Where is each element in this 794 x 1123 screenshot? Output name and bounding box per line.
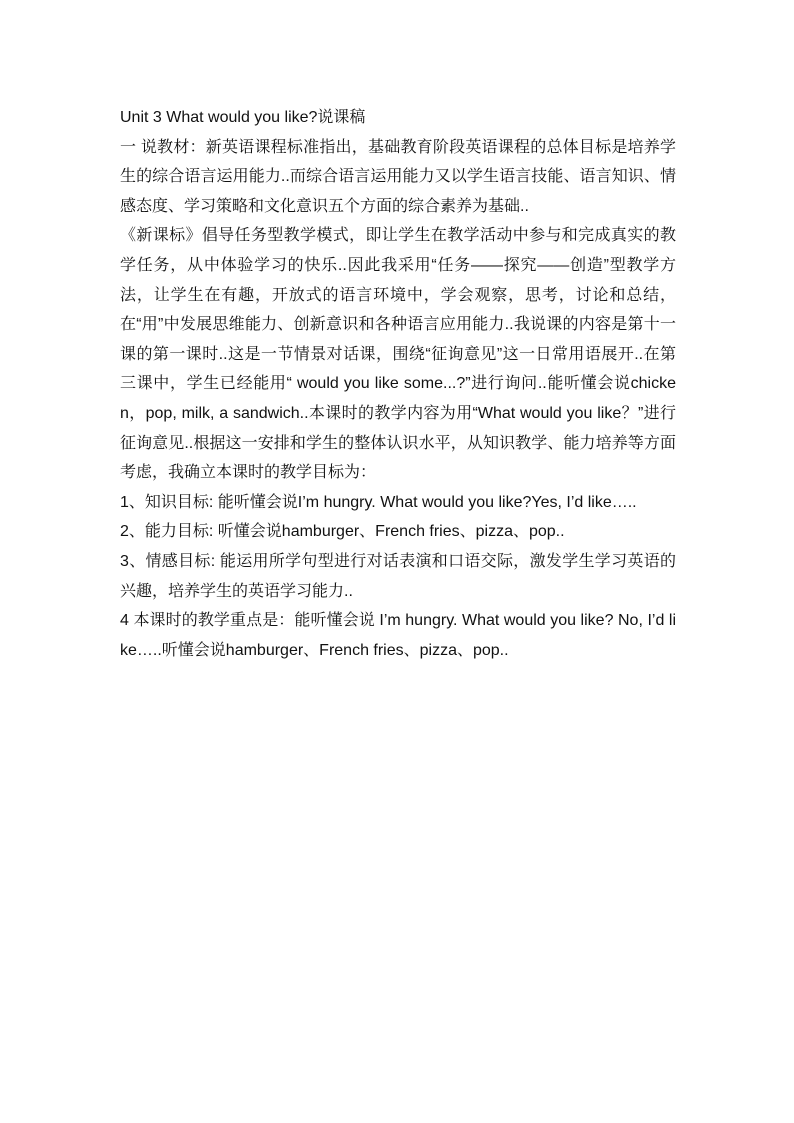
paragraph-key-points: 4 本课时的教学重点是：能听懂会说 I’m hungry. What would you like? No, I’d like…..听懂会说hamburger、French fries、pizza、pop..: [120, 612, 676, 659]
paragraph-emotion-goal: 3、情感目标: 能运用所学句型进行对话表演和口语交际，激发学生学习英语的兴趣，培养学生的英语学习能力..: [120, 552, 676, 600]
paragraph-ability-goal: 2、能力目标: 听懂会说hamburger、French fries、pizza、pop..: [120, 523, 565, 541]
paragraph-knowledge-goal: 1、知识目标: 能听懂会说I’m hungry. What would you like?Yes, I’d like…..: [120, 493, 637, 511]
document-title: Unit 3 What would you like?说课稿: [120, 109, 366, 126]
document-body: [120, 103, 676, 665]
paragraph-teaching-method: 《新课标》倡导任务型教学模式，即让学生在教学活动中参与和完成真实的教学任务，从中体验学习的快乐..因此我采用“任务——探究——创造”型教学方法，让学生在有趣，开放式的语言环境中，学会观察，思考，讨论和总结，在“用”中发展思维能力、创新意识和各种语言应用能力..我说课的内容是第十一课的第一课时..这是一节情景对话课，围绕“征询意见”这一日常用语展开..在第三课中，学生已经能用“ would you like some...?”进行询问..能听懂会说chicken，pop, milk, a sandwich..本课时的教学内容为用“What would you like？”进行征询意见..根据这一安排和学生的整体认识水平，从知识教学、能力培养等方面考虑，我确立本课时的教学目标为：: [120, 227, 676, 482]
paragraph-textbook-analysis: 一 说教材：新英语课程标准指出，基础教育阶段英语课程的总体目标是培养学生的综合语言运用能力..而综合语言运用能力又以学生语言技能、语言知识、情感态度、学习策略和文化意识五个方面的综合素养为基础..: [120, 138, 676, 215]
